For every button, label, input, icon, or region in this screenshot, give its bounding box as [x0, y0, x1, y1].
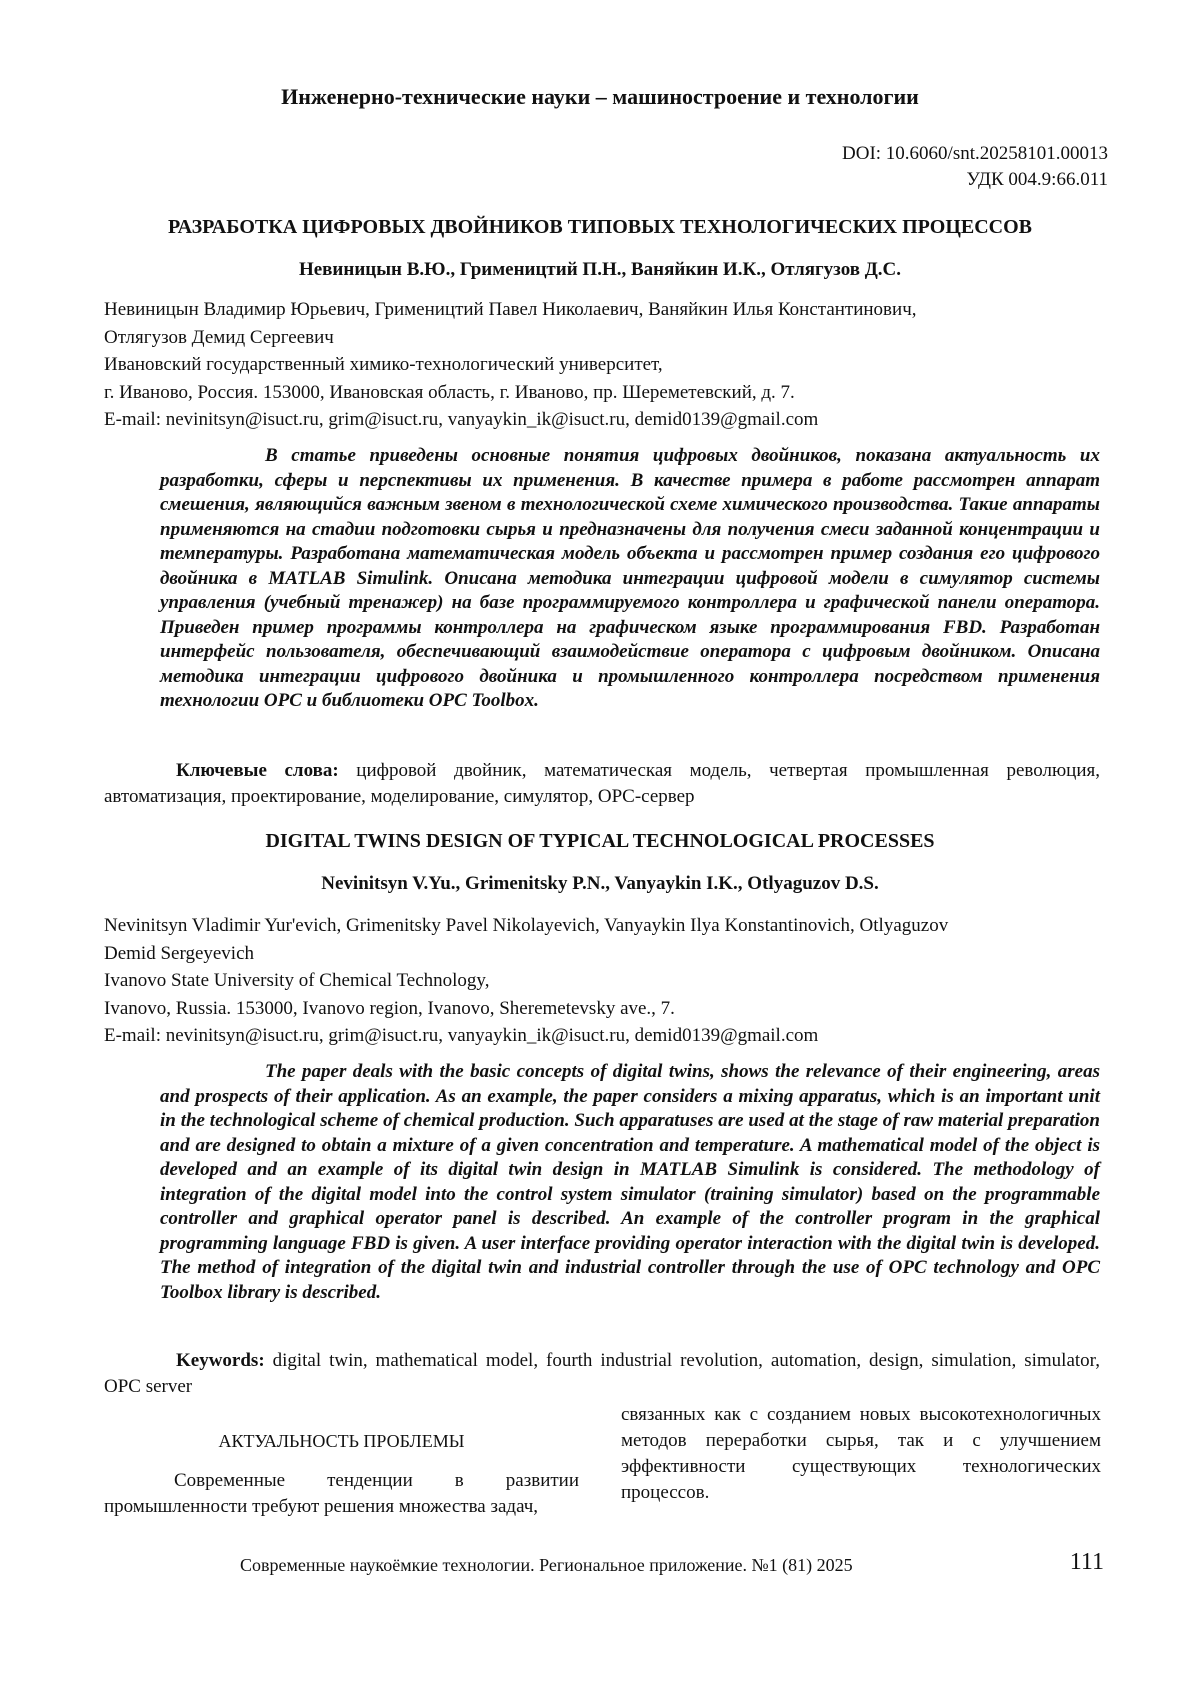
affiliation-line: Отлягузов Демид Сергеевич — [104, 326, 334, 348]
keywords-label: Keywords: — [176, 1350, 265, 1371]
body-column-left — [104, 1428, 579, 1520]
footer-journal: Современные наукоёмкие технологии. Региональное приложение. №1 (81) 2025 — [240, 1555, 853, 1575]
affiliation-line: Невиницын Владимир Юрьевич, Гримеництий Павел Николаевич, Ваняйкин Илья Константинович, — [104, 299, 917, 320]
authors-ru: Невиницын В.Ю., Гримеництий П.Н., Ваняйкин И.К., Отлягузов Д.С. — [298, 259, 902, 280]
email-line: E-mail: nevinitsyn@isuct.ru, grim@isuct.ru, vanyaykin_ik@isuct.ru, demid0139@gmail.com — [104, 1025, 819, 1046]
authors-en: Nevinitsyn V.Yu., Grimenitsky P.N., Vanyaykin I.K., Otlyaguzov D.S. — [321, 873, 879, 894]
keywords-label: Ключевые слова: — [176, 760, 339, 781]
journal-section-header: Инженерно-технические науки – машиностроение и технологии — [281, 84, 919, 109]
affiliation-en — [104, 912, 1104, 1050]
doi: DOI: 10.6060/snt.20258101.00013 — [842, 143, 1108, 164]
affiliation-line: г. Иваново, Россия. 153000, Ивановская область, г. Иваново, пр. Шереметевский, д. 7. — [104, 381, 795, 403]
keywords-text: digital twin, mathematical model, fourth industrial revolution, automation, design, simulation, simulator, OPC server — [104, 1350, 1100, 1397]
body-column-right: связанных как с созданием новых высокотехнологичных методов переработки сырья, так и с улучшением эффективности существующих технологических процессов. — [621, 1404, 1101, 1503]
page-number: 111 — [1069, 1549, 1104, 1575]
abstract-en: The paper deals with the basic concepts of digital twins, shows the relevance of their engineering, areas and prospects of their application. As an example, the paper considers a mixing apparatus, which is an important unit in the technological scheme of chemical production. Such apparatuses are used at the stage of raw material preparation and are designed to obtain a mixture of a given concentration and temperature. A mathematical model of the object is developed and an example of its digital twin design in MATLAB Simulink is considered. The methodology of integration of the digital model into the control system simulator (training simulator) based on the programmable controller and graphical operator panel is described. An example of the controller program in the graphical programming language FBD is given. A user interface providing operator interaction with the digital twin is developed. The method of integration of the digital twin and industrial controller through the use of OPC technology and OPC Toolbox library is described. — [160, 1061, 1100, 1303]
title-en: DIGITAL TWINS DESIGN OF TYPICAL TECHNOLOGICAL PROCESSES — [265, 830, 935, 852]
affiliation-line: Ивановский государственный химико-технологический университет, — [104, 354, 663, 375]
title-ru: РАЗРАБОТКА ЦИФРОВЫХ ДВОЙНИКОВ ТИПОВЫХ ТЕХНОЛОГИЧЕСКИХ ПРОЦЕССОВ — [167, 216, 1033, 238]
keywords-en — [104, 1348, 1100, 1400]
keywords-ru — [104, 758, 1100, 810]
doi-block — [842, 141, 1108, 193]
affiliation-line: Demid Sergeyevich — [104, 942, 255, 964]
affiliation-line: Ivanovo State University of Chemical Technology, — [104, 970, 490, 991]
section-title: АКТУАЛЬНОСТЬ ПРОБЛЕМЫ — [218, 1431, 465, 1451]
abstract-ru: В статье приведены основные понятия цифровых двойников, показана актуальность их разработки, сферы и перспективы их применения. В качестве примера в работе рассмотрен аппарат смешения, являющийся важным звеном в технологической схеме химического производства. Такие аппараты применяются на стадии подготовки сырья и предназначены для получения смеси заданной концентрации и температуры. Разработана математическая модель объекта и рассмотрен пример создания его цифрового двойника в MATLAB Simulink. Описана методика интеграции цифровой модели в симулятор системы управления (учебный тренажер) на базе программируемого контроллера и графической панели оператора. Приведен пример программы контроллера на графическом языке программирования FBD. Разработан интерфейс пользователя, обеспечивающий взаимодействие оператора с цифровым двойником. Описана методика интеграции цифрового двойника и промышленного контроллера посредством применения технологии OPC и библиотеки OPC Toolbox. — [160, 445, 1100, 711]
affiliation-line: Nevinitsyn Vladimir Yur'evich, Grimenitsky Pavel Nikolayevich, Vanyaykin Ilya Konstantinovich, Otlyaguzov — [104, 915, 949, 936]
email-line: E-mail: nevinitsyn@isuct.ru, grim@isuct.ru, vanyaykin_ik@isuct.ru, demid0139@gmail.com — [104, 409, 819, 430]
affiliation-line: Ivanovo, Russia. 153000, Ivanovo region, Ivanovo, Sheremetevsky ave., 7. — [104, 997, 675, 1019]
affiliation-ru — [104, 296, 1104, 434]
body-paragraph: Современные тенденции в развитии промышленности требуют решения множества задач, — [104, 1470, 579, 1517]
udk: УДК 004.9:66.011 — [966, 169, 1108, 190]
keywords-text: цифровой двойник, математическая модель, четвертая промышленная революция, автоматизация, проектирование, моделирование, симулятор, OPC-сервер — [104, 760, 1101, 807]
